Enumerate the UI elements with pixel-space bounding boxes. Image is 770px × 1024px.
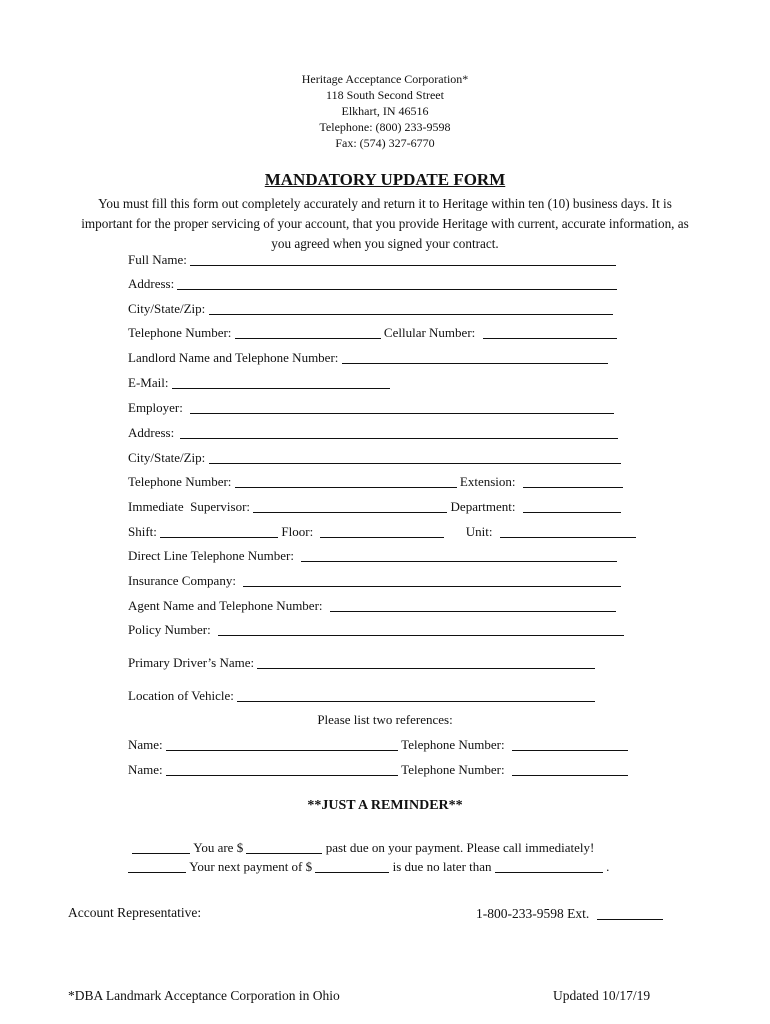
floor-label: Floor: — [281, 524, 314, 539]
vehicle-location-field[interactable] — [237, 689, 595, 702]
employer-address-row — [128, 424, 618, 442]
city-state-zip-field[interactable] — [209, 302, 613, 315]
department-field[interactable] — [523, 500, 621, 513]
reference-row-2 — [128, 761, 628, 779]
telephone-field[interactable] — [235, 326, 381, 339]
policy-field[interactable] — [218, 623, 624, 636]
unit-field[interactable] — [500, 525, 636, 538]
reference-telephone-field[interactable] — [512, 763, 628, 776]
address-row — [128, 275, 617, 293]
company-telephone: Telephone: (800) 233-9598 — [319, 120, 451, 134]
extension-field[interactable] — [523, 475, 623, 488]
reference-name-field[interactable] — [166, 738, 398, 751]
unit-label: Unit: — [465, 524, 493, 539]
extension-label: Extension: — [459, 474, 516, 489]
cellular-label: Cellular Number: — [383, 325, 476, 340]
account-rep-label: Account Representative: — [68, 905, 202, 920]
employer-telephone-field[interactable] — [235, 475, 457, 488]
employer-city-row — [128, 449, 621, 467]
agent-row — [128, 597, 616, 615]
address-field[interactable] — [177, 277, 617, 290]
landlord-label: Landlord Name and Telephone Number: — [128, 350, 339, 365]
intro-paragraph: You must fill this form out completely accurately and return it to Heritage within ten (10) business days. It is important for the proper servicing of your account, that you provide Heritage with current, accurate information, as you agreed when you signed your contract. — [81, 196, 689, 251]
account-rep-phone: 1-800-233-9598 Ext. — [476, 906, 590, 921]
employer-city-field[interactable] — [209, 451, 621, 464]
employer-field[interactable] — [190, 401, 614, 414]
direct-line-label: Direct Line Telephone Number: — [128, 548, 294, 563]
agent-label: Agent Name and Telephone Number: — [128, 598, 323, 613]
department-label: Department: — [450, 499, 516, 514]
next-payment-date-field[interactable] — [495, 860, 603, 873]
supervisor-label: Immediate Supervisor: — [128, 499, 251, 514]
policy-row — [128, 621, 624, 639]
past-due-label-b: past due on your payment. Please call immediately! — [325, 840, 595, 855]
insurance-label: Insurance Company: — [128, 573, 236, 588]
supervisor-field[interactable] — [253, 500, 447, 513]
account-rep-extension-field[interactable] — [597, 907, 663, 920]
reminder-heading: **JUST A REMINDER** — [307, 798, 463, 813]
reference-row-1 — [128, 736, 628, 754]
policy-label: Policy Number: — [128, 622, 211, 637]
direct-line-field[interactable] — [301, 549, 617, 562]
vehicle-location-label: Location of Vehicle: — [128, 688, 234, 703]
shift-row — [128, 523, 636, 541]
insurance-field[interactable] — [243, 574, 621, 587]
next-payment-check-field[interactable] — [128, 860, 186, 873]
employer-telephone-row — [128, 473, 623, 491]
employer-row — [128, 399, 614, 417]
company-name: Heritage Acceptance Corporation* — [301, 72, 469, 86]
form-title: MANDATORY UPDATE FORM — [264, 170, 506, 189]
past-due-label-a: You are $ — [193, 840, 244, 855]
reference-name-field[interactable] — [166, 763, 398, 776]
employer-address-label: Address: — [128, 425, 175, 440]
insurance-row — [128, 572, 621, 590]
shift-field[interactable] — [160, 525, 278, 538]
telephone-label: Telephone Number: — [128, 325, 232, 340]
reminder-line-1 — [132, 839, 594, 857]
employer-label: Employer: — [128, 400, 183, 415]
cellular-field[interactable] — [483, 326, 617, 339]
next-payment-amount-field[interactable] — [315, 860, 389, 873]
next-payment-label-a: Your next payment of $ — [189, 859, 313, 874]
company-city: Elkhart, IN 46516 — [341, 104, 429, 118]
past-due-amount-field[interactable] — [246, 841, 322, 854]
full-name-row — [128, 251, 616, 269]
email-row — [128, 374, 390, 392]
city-state-zip-label: City/State/Zip: — [128, 301, 206, 316]
company-header — [0, 71, 770, 151]
primary-driver-label: Primary Driver’s Name: — [128, 655, 255, 670]
reference-name-label: Name: — [128, 737, 163, 752]
full-name-field[interactable] — [190, 253, 616, 266]
full-name-label: Full Name: — [128, 252, 187, 267]
reference-telephone-label: Telephone Number: — [401, 737, 505, 752]
employer-address-field[interactable] — [180, 426, 618, 439]
shift-label: Shift: — [128, 524, 157, 539]
agent-field[interactable] — [330, 599, 616, 612]
primary-driver-field[interactable] — [257, 656, 595, 669]
employer-telephone-label: Telephone Number: — [128, 474, 232, 489]
next-payment-label-end: . — [606, 859, 610, 874]
direct-line-row — [128, 547, 617, 565]
account-rep-phone-row — [476, 905, 663, 923]
company-fax: Fax: (574) 327-6770 — [335, 136, 435, 150]
primary-driver-row — [128, 654, 595, 672]
updated-date: Updated 10/17/19 — [553, 988, 651, 1003]
supervisor-row — [128, 498, 621, 516]
reference-telephone-label: Telephone Number: — [401, 762, 505, 777]
address-label: Address: — [128, 276, 175, 291]
telephone-row — [128, 324, 617, 342]
dba-footnote: *DBA Landmark Acceptance Corporation in Ohio — [68, 988, 340, 1003]
next-payment-label-b: is due no later than — [392, 859, 492, 874]
floor-field[interactable] — [320, 525, 444, 538]
reference-name-label: Name: — [128, 762, 163, 777]
reference-telephone-field[interactable] — [512, 738, 628, 751]
landlord-row — [128, 349, 608, 367]
email-label: E-Mail: — [128, 375, 169, 390]
email-field[interactable] — [172, 376, 390, 389]
company-street: 118 South Second Street — [326, 88, 444, 102]
employer-city-label: City/State/Zip: — [128, 450, 206, 465]
vehicle-location-row — [128, 687, 595, 705]
reminder-line-2 — [128, 858, 609, 876]
references-heading: Please list two references: — [317, 712, 453, 727]
landlord-field[interactable] — [342, 351, 608, 364]
city-state-zip-row — [128, 300, 613, 318]
past-due-check-field[interactable] — [132, 841, 190, 854]
